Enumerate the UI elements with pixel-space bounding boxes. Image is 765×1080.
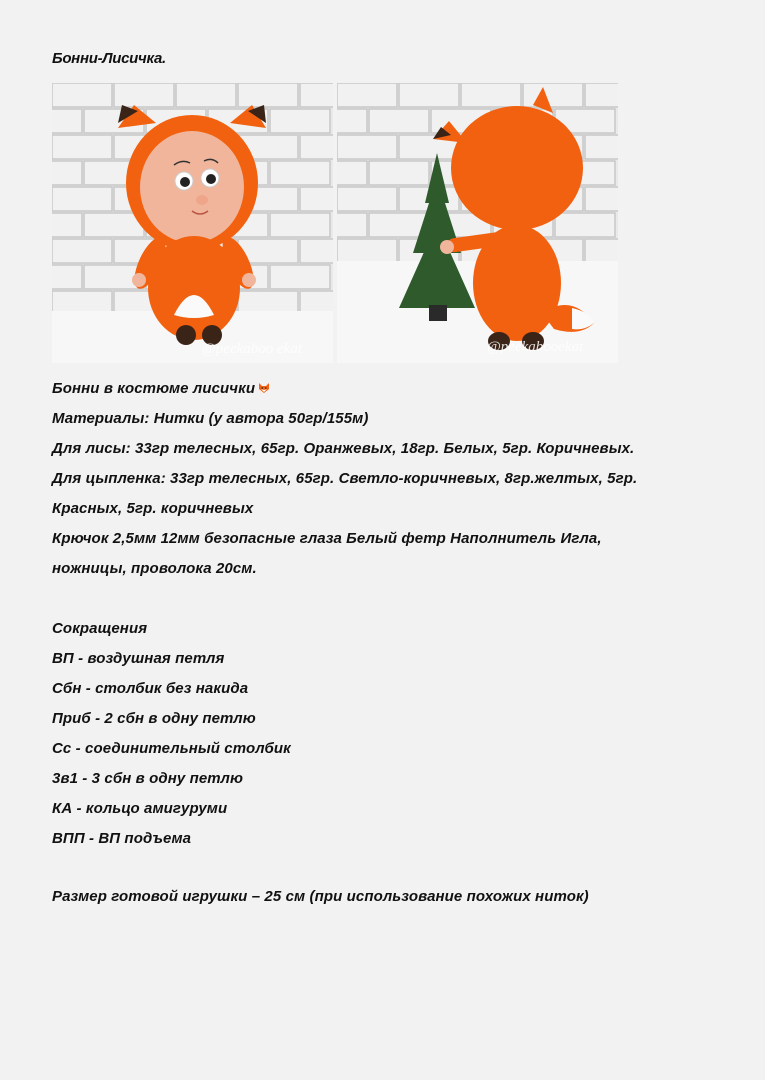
costume-line bbox=[52, 380, 270, 397]
photo2-watermark: @peekabooekat bbox=[487, 339, 584, 355]
materials-line: Материалы: Нитки (у автора 50гр/155м) bbox=[52, 410, 369, 427]
photo1-watermark: @peekaboo ekat bbox=[202, 341, 303, 357]
chick-yarn-line-1: Для цыпленка: 33гр телесных, 65гр. Светло-коричневых, 8гр.желтых, 5гр. bbox=[52, 470, 638, 487]
photo-front-view bbox=[52, 83, 333, 363]
tools-line-2: ножницы, проволока 20см. bbox=[52, 560, 257, 577]
tools-line-1: Крючок 2,5мм 12мм безопасные глаза Белый фетр Наполнитель Игла, bbox=[52, 530, 602, 547]
abbreviation-item: ВП - воздушная петля bbox=[52, 650, 225, 667]
photo-back-view bbox=[337, 83, 618, 363]
costume-line-text: Бонни в костюме лисички bbox=[52, 380, 256, 397]
chick-yarn-line-2: Красных, 5гр. коричневых bbox=[52, 500, 254, 517]
size-note: Размер готовой игрушки – 25 см (при использование похожих ниток) bbox=[52, 888, 589, 905]
abbreviation-item: Приб - 2 сбн в одну петлю bbox=[52, 710, 256, 727]
fox-yarn-line: Для лисы: 33гр телесных, 65гр. Оранжевых, 18гр. Белых, 5гр. Коричневых. bbox=[52, 440, 635, 457]
abbreviation-item: 3в1 - 3 сбн в одну петлю bbox=[52, 770, 244, 787]
page-title: Бонни-Лисичка. bbox=[52, 50, 166, 67]
abbreviations-heading: Сокращения bbox=[52, 620, 148, 637]
fox-icon bbox=[258, 382, 270, 394]
abbreviation-item: КА - кольцо амигуруми bbox=[52, 800, 228, 817]
abbreviation-item: Сс - соединительный столбик bbox=[52, 740, 291, 757]
abbreviation-item: ВПП - ВП подъема bbox=[52, 830, 192, 847]
abbreviation-item: Сбн - столбик без накида bbox=[52, 680, 249, 697]
